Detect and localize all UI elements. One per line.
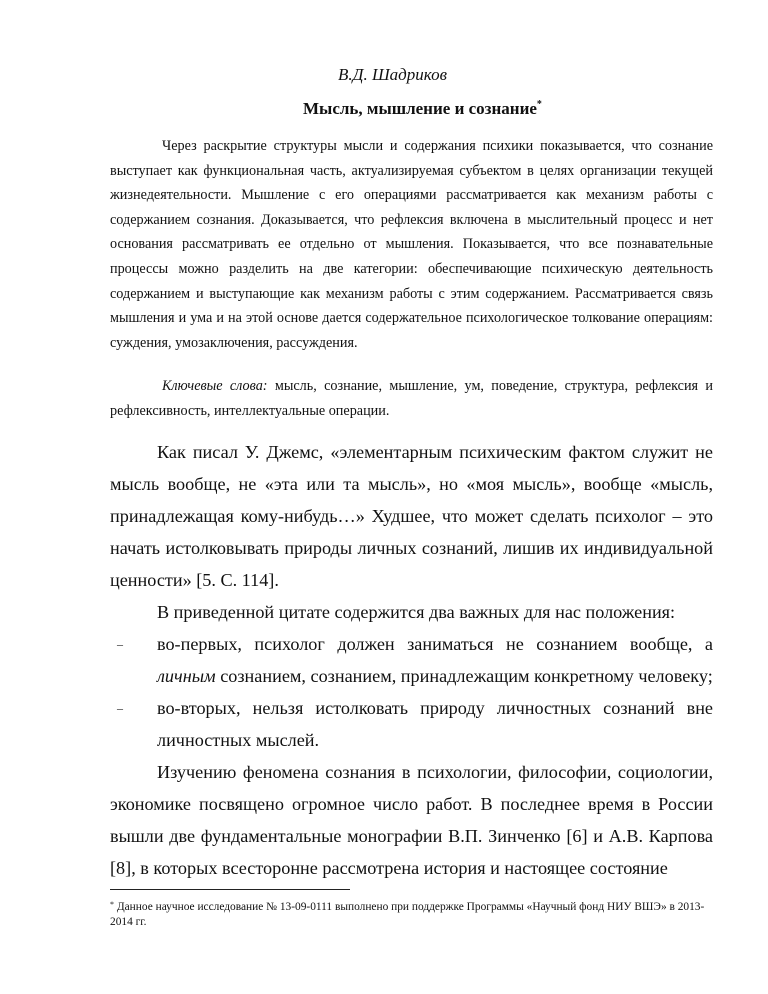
body-paragraph-1: Как писал У. Джемс, «элементарным психическим фактом служит не мысль вообще, не «эта или та мысль», но «моя мысль», вообще «мысль, принадлежащая кому-нибудь…» Худшее, что может сделать психолог – это начать истолковывать природы личных сознаний, лишив их индивидуальной ценности» [5. С. 114]. (110, 442, 713, 590)
footnote (110, 897, 713, 930)
footnote-mark: * (110, 900, 114, 909)
title-footnote-mark: * (536, 99, 542, 110)
article-body (110, 436, 713, 884)
body-paragraph-3: Изучению феномена сознания в психологии, философии, социологии, экономике посвящено огромное число работ. В последнее время в России вышли две фундаментальные монографии В.П. Зинченко [6] и А.В. Карпова [8], в которых всесторонне рассмотрена история и настоящее состояние (110, 762, 713, 878)
footnote-separator (110, 889, 350, 890)
list-item-text-rest: сознанием, сознанием, принадлежащим конкретному человеку; (220, 666, 713, 686)
bullet-dash: – (117, 701, 123, 715)
author-name: В.Д. Шадриков (338, 65, 447, 84)
keywords-label: Ключевые слова: (162, 378, 268, 394)
keywords (110, 374, 713, 423)
list-item (110, 692, 713, 756)
bullet-list (110, 628, 713, 756)
article-title-text: Мысль, мышление и сознание (303, 99, 537, 118)
body-paragraph-2: В приведенной цитате содержится два важных для нас положения: (157, 602, 676, 622)
footnote-text: Данное научное исследование № 13-09-0111 выполнено при поддержке Программы «Научный фонд НИУ ВШЭ» в 2013- 2014 гг. (110, 901, 705, 928)
abstract (110, 134, 713, 355)
keywords-list: мысль, сознание, мышление, ум, поведение, структура, рефлексия и рефлексивность, интеллектуальные операции. (110, 378, 714, 419)
list-item-emphasis: личным (157, 666, 216, 686)
list-item-text: во-первых, психолог должен заниматься не сознанием вообще, а (157, 634, 713, 654)
article-title (0, 94, 768, 120)
list-item (110, 628, 713, 692)
list-item-text: во-вторых, нельзя истолковать природу личностных сознаний вне личностных мыслей. (157, 698, 713, 750)
bullet-dash: – (117, 637, 123, 651)
abstract-text: Через раскрытие структуры мысли и содержания психики показывается, что сознание выступает как функциональная часть, актуализируемая субъектом в целях организации текущей жизнедеятельности. Мышление с его операциями рассматривается как механизм работы с содержанием сознания. Доказывается, что рефлексия включена в мыслительный процесс и нет основания рассматривать ее отдельно от мышления. Показывается, что все познавательные процессы можно разделить на две категории: обеспечивающие психическую деятельность содержанием и выступающие как механизм работы с этим содержанием. Рассматривается связь мышления и ума и на этой основе дается содержательное психологическое толкование операциям: суждения, умозаключения, рассуждения. (110, 138, 713, 351)
